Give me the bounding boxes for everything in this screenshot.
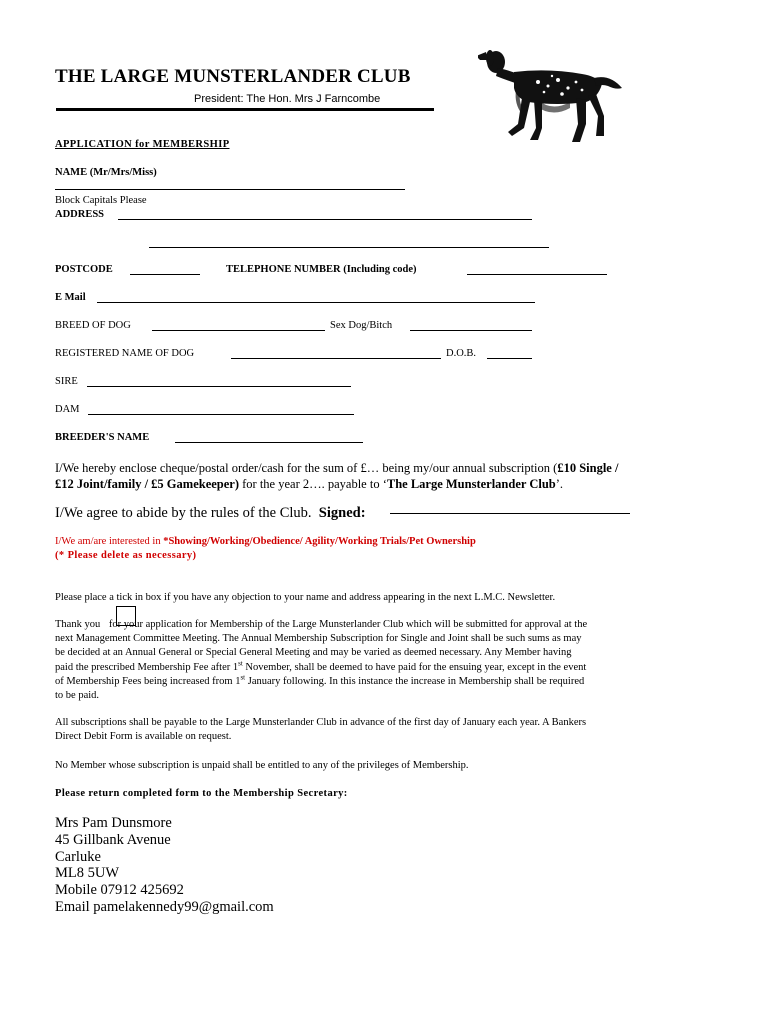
name-label: NAME (Mr/Mrs/Miss) [55,167,157,178]
block-capitals-note: Block Capitals Please [55,195,147,206]
thank-you-paragraph [55,618,587,703]
interest-note: (* Please delete as necessary) [55,550,197,561]
header-rule [56,108,434,111]
registered-name-field[interactable] [231,347,441,359]
thank-you-text-b: for your application for Membership of the Large Munsterlander Club which will be submitted for approval at the [108,619,588,630]
secretary-town: Carluke [55,848,101,865]
thank-you-5sup: st [240,673,246,682]
thank-you-line-2: next Management Committee Meeting. The Annual Membership Subscription for Single and Joint shall be such sums as may [55,633,582,645]
postcode-label: POSTCODE [55,264,113,275]
sire-label: SIRE [55,376,78,387]
signed-label: Signed: [318,505,366,521]
secretary-street: 45 Gillbank Avenue [55,831,171,848]
thank-you-line-5 [55,675,587,689]
dam-field[interactable] [88,403,354,415]
interest-prefix: I/We am/are interested in [55,536,164,547]
subscription-rates-2: £12 Joint/family / £5 Gamekeeper) [55,477,239,491]
subscription-year-text: for the year 2…. payable to ‘ [239,477,387,491]
interest-options: *Showing/Working/Obedience/ Agility/Working Trials/Pet Ownership [163,536,476,547]
thank-you-line-1 [55,618,587,632]
sex-field[interactable] [410,319,532,331]
subscription-text: I/We hereby enclose cheque/postal order/cash for the sum of £… being my/our annual subscription ( [55,461,558,475]
thank-you-line-6: to be paid. [55,690,100,702]
dob-field[interactable] [487,347,532,359]
subscription-rates-1: £10 Single / [557,461,619,475]
subscription-line1 [55,460,618,477]
sire-field[interactable] [87,375,351,387]
club-president: President: The Hon. Mrs J Farncombe [194,93,381,105]
postcode-field[interactable] [130,263,200,275]
address-label: ADDRESS [55,209,105,220]
thank-you-5a: of Membership Fees being increased from 1 [55,675,241,687]
registered-name-label: REGISTERED NAME OF DOG [55,348,195,359]
secretary-postcode: ML8 5UW [55,865,120,882]
name-field[interactable] [55,178,405,190]
thank-you-5b: January following. In this instance the increase in Membership shall be required [245,675,585,687]
email-field[interactable] [97,291,535,303]
thank-you-4sup: st [238,659,243,668]
subscriptions-payable-paragraph [55,716,586,744]
subscriptions-payable-line-2: Direct Debit Form is available on request. [55,731,232,743]
thank-you-4b: November, shall be deemed to have paid for the ensuing year, except in the event [242,661,587,673]
agree-text: I/We agree to abide by the rules of the Club. [55,505,312,521]
subscription-end: ’. [555,477,564,491]
sex-label: Sex Dog/Bitch [330,320,393,331]
telephone-label: TELEPHONE NUMBER (Including code) [226,264,417,275]
payee-club-name: The Large Munsterlander Club [386,477,556,491]
thank-you-4a: paid the prescribed Membership Fee after 1 [55,661,239,673]
address-field-line2[interactable] [149,236,549,248]
objection-text: Please place a tick in box if you have any objection to your name and address appearing in the next L.M.C. Newsletter. [55,592,556,603]
return-instruction: Please return completed form to the Membership Secretary: [55,788,348,799]
munsterlander-dog-logo [478,40,623,148]
signature-field[interactable] [390,513,630,514]
agree-line [55,505,366,522]
dob-label: D.O.B. [446,348,477,359]
subscription-line2 [55,476,563,493]
telephone-field[interactable] [467,263,607,275]
email-label: E Mail [55,292,86,303]
dam-label: DAM [55,404,80,415]
subscriptions-payable-line-1: All subscriptions shall be payable to the Large Munsterlander Club in advance of the first day of January each year. A Bankers [55,717,587,728]
thank-you-line-4 [55,661,587,675]
thank-you-line-3: be decided at an Annual General or Special General Meeting and may be varied as deemed necessary. Any Member having [55,647,572,659]
club-title: THE LARGE MUNSTERLANDER CLUB [55,66,411,87]
secretary-address [55,815,274,916]
thank-you-text-a: Thank you [55,619,103,630]
breed-label: BREED OF DOG [55,320,131,331]
address-field-line1[interactable] [118,208,532,220]
secretary-name: Mrs Pam Dunsmore [55,815,172,831]
application-heading: APPLICATION for MEMBERSHIP [55,139,230,150]
breed-field[interactable] [152,319,325,331]
secretary-mobile: Mobile 07912 425692 [55,882,184,899]
interest-line [55,536,476,547]
breeder-field[interactable] [175,431,363,443]
breeder-label: BREEDER'S NAME [55,432,150,443]
secretary-email: Email pamelakennedy99@gmail.com [55,898,274,915]
unpaid-notice: No Member whose subscription is unpaid shall be entitled to any of the privileges of Membership. [55,760,469,771]
